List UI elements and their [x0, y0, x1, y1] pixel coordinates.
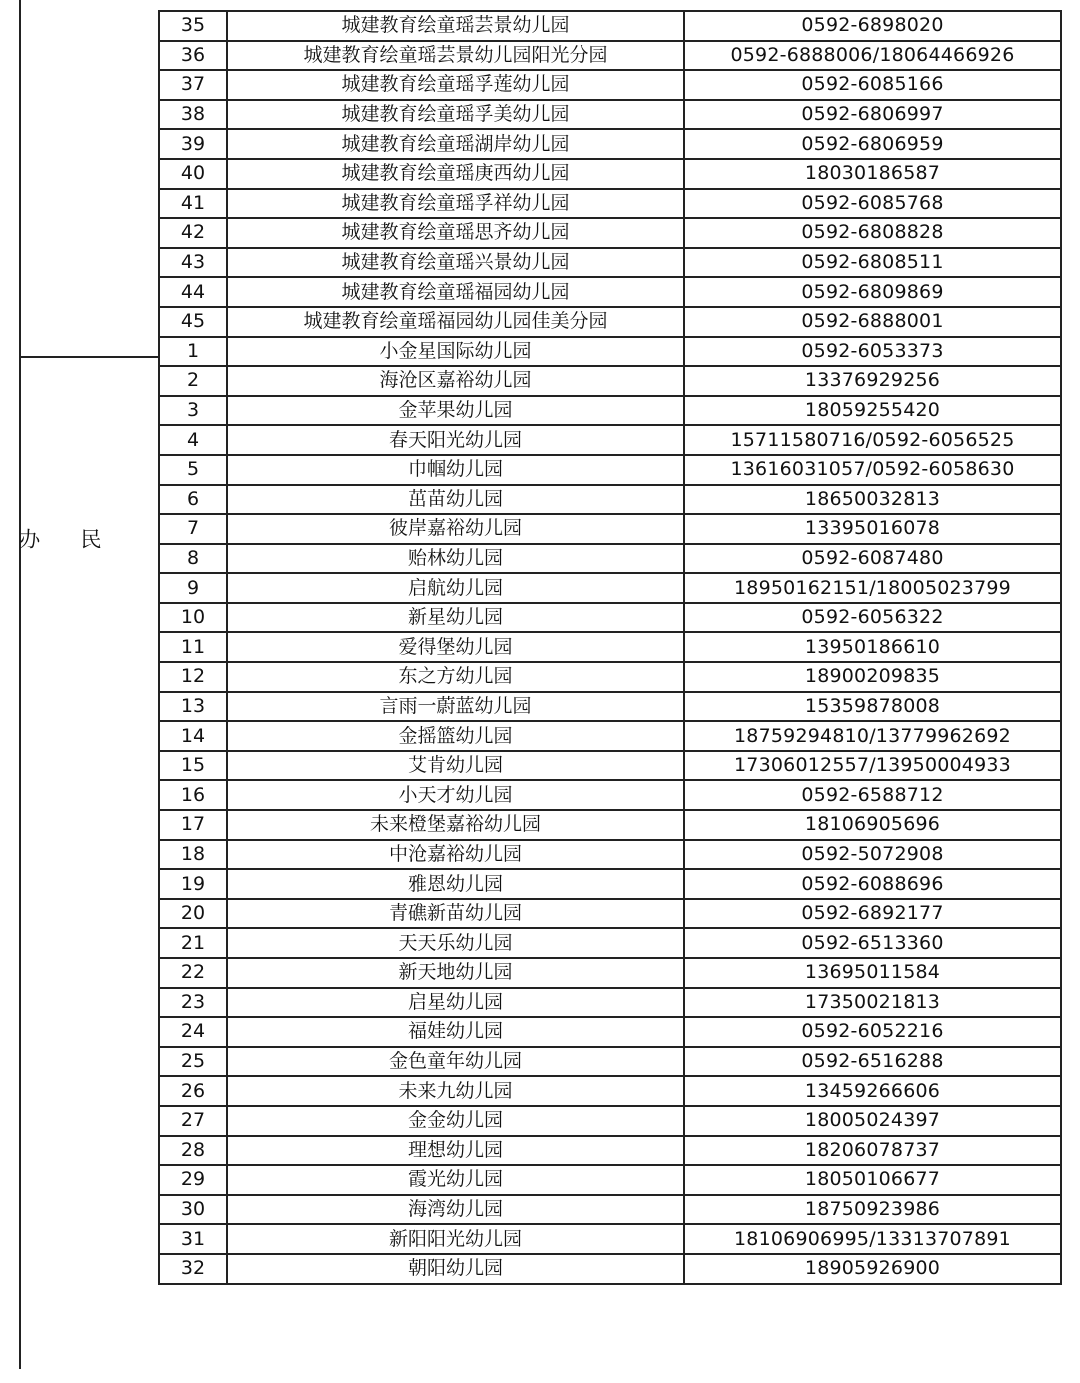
phone-number-cell: 0592-5072908 — [684, 840, 1061, 870]
table-row — [159, 129, 1061, 159]
kindergarten-name-cell: 彼岸嘉裕幼儿园 — [227, 514, 684, 544]
row-number-cell: 29 — [159, 1165, 227, 1195]
row-number-cell: 26 — [159, 1076, 227, 1106]
kindergarten-name-cell: 言雨一蔚蓝幼儿园 — [227, 692, 684, 722]
table-row — [159, 337, 1061, 367]
table-row — [159, 632, 1061, 662]
row-number-cell: 12 — [159, 662, 227, 692]
table-row — [159, 41, 1061, 71]
table-row — [159, 366, 1061, 396]
phone-number-cell: 0592-6513360 — [684, 928, 1061, 958]
row-number-cell: 43 — [159, 248, 227, 278]
kindergarten-name-cell: 天天乐幼儿园 — [227, 928, 684, 958]
phone-number-cell: 13376929256 — [684, 366, 1061, 396]
kindergarten-name-cell: 城建教育绘童瑶思齐幼儿园 — [227, 218, 684, 248]
row-number-cell: 45 — [159, 307, 227, 337]
row-number-cell: 17 — [159, 810, 227, 840]
kindergarten-contact-table — [158, 10, 1062, 1285]
phone-number-cell: 18106905696 — [684, 810, 1061, 840]
row-number-cell: 24 — [159, 1017, 227, 1047]
phone-number-cell: 18206078737 — [684, 1136, 1061, 1166]
row-number-cell: 11 — [159, 632, 227, 662]
phone-number-cell: 0592-6053373 — [684, 337, 1061, 367]
kindergarten-name-cell: 城建教育绘童瑶兴景幼儿园 — [227, 248, 684, 278]
row-number-cell: 9 — [159, 573, 227, 603]
kindergarten-name-cell: 海沧区嘉裕幼儿园 — [227, 366, 684, 396]
row-number-cell: 30 — [159, 1195, 227, 1225]
kindergarten-name-cell: 城建教育绘童瑶芸景幼儿园 — [227, 11, 684, 41]
row-number-cell: 42 — [159, 218, 227, 248]
category-label-char: 办 — [16, 528, 41, 549]
table-row — [159, 751, 1061, 781]
kindergarten-name-cell: 东之方幼儿园 — [227, 662, 684, 692]
table-row — [159, 544, 1061, 574]
row-number-cell: 1 — [159, 337, 227, 367]
kindergarten-name-cell: 理想幼儿园 — [227, 1136, 684, 1166]
kindergarten-name-cell: 金色童年幼儿园 — [227, 1047, 684, 1077]
kindergarten-name-cell: 巾帼幼儿园 — [227, 455, 684, 485]
phone-number-cell: 18650032813 — [684, 485, 1061, 515]
row-number-cell: 32 — [159, 1254, 227, 1284]
table-row — [159, 721, 1061, 751]
table-row — [159, 189, 1061, 219]
row-number-cell: 40 — [159, 159, 227, 189]
row-number-cell: 6 — [159, 485, 227, 515]
row-number-cell: 25 — [159, 1047, 227, 1077]
table-row — [159, 1076, 1061, 1106]
table-row — [159, 1106, 1061, 1136]
row-number-cell: 18 — [159, 840, 227, 870]
phone-number-cell: 0592-6085768 — [684, 189, 1061, 219]
row-number-cell: 10 — [159, 603, 227, 633]
kindergarten-name-cell: 霞光幼儿园 — [227, 1165, 684, 1195]
phone-number-cell: 0592-6809869 — [684, 277, 1061, 307]
phone-number-cell: 0592-6898020 — [684, 11, 1061, 41]
kindergarten-name-cell: 艾肯幼儿园 — [227, 751, 684, 781]
phone-number-cell: 17306012557/13950004933 — [684, 751, 1061, 781]
kindergarten-name-cell: 城建教育绘童瑶孚美幼儿园 — [227, 100, 684, 130]
row-number-cell: 21 — [159, 928, 227, 958]
row-number-cell: 4 — [159, 425, 227, 455]
table-row — [159, 662, 1061, 692]
phone-number-cell: 18900209835 — [684, 662, 1061, 692]
kindergarten-name-cell: 金摇篮幼儿园 — [227, 721, 684, 751]
phone-number-cell: 0592-6806997 — [684, 100, 1061, 130]
kindergarten-name-cell: 小金星国际幼儿园 — [227, 337, 684, 367]
phone-number-cell: 18750923986 — [684, 1195, 1061, 1225]
table-row — [159, 248, 1061, 278]
table-row — [159, 485, 1061, 515]
phone-number-cell: 13950186610 — [684, 632, 1061, 662]
kindergarten-name-cell: 城建教育绘童瑶福园幼儿园 — [227, 277, 684, 307]
row-number-cell: 39 — [159, 129, 227, 159]
row-number-cell: 14 — [159, 721, 227, 751]
kindergarten-name-cell: 小天才幼儿园 — [227, 780, 684, 810]
row-number-cell: 31 — [159, 1224, 227, 1254]
table-row — [159, 869, 1061, 899]
kindergarten-name-cell: 新星幼儿园 — [227, 603, 684, 633]
row-number-cell: 5 — [159, 455, 227, 485]
table-row — [159, 455, 1061, 485]
table-body — [159, 11, 1061, 1284]
kindergarten-name-cell: 金金幼儿园 — [227, 1106, 684, 1136]
phone-number-cell: 0592-6087480 — [684, 544, 1061, 574]
phone-number-cell: 18059255420 — [684, 396, 1061, 426]
row-number-cell: 35 — [159, 11, 227, 41]
row-number-cell: 41 — [159, 189, 227, 219]
kindergarten-name-cell: 城建教育绘童瑶芸景幼儿园阳光分园 — [227, 41, 684, 71]
kindergarten-name-cell: 茁苗幼儿园 — [227, 485, 684, 515]
row-number-cell: 13 — [159, 692, 227, 722]
table-row — [159, 958, 1061, 988]
table-row — [159, 1254, 1061, 1284]
row-number-cell: 37 — [159, 70, 227, 100]
table-row — [159, 603, 1061, 633]
table-row — [159, 425, 1061, 455]
row-number-cell: 36 — [159, 41, 227, 71]
row-number-cell: 28 — [159, 1136, 227, 1166]
table-row — [159, 307, 1061, 337]
table-row — [159, 692, 1061, 722]
kindergarten-name-cell: 启航幼儿园 — [227, 573, 684, 603]
category-label-private-kindergartens — [16, 528, 120, 549]
row-number-cell: 44 — [159, 277, 227, 307]
table-row — [159, 899, 1061, 929]
phone-number-cell: 0592-6806959 — [684, 129, 1061, 159]
table-row — [159, 1047, 1061, 1077]
table-row — [159, 514, 1061, 544]
table-row — [159, 396, 1061, 426]
kindergarten-name-cell: 城建教育绘童瑶湖岸幼儿园 — [227, 129, 684, 159]
row-number-cell: 15 — [159, 751, 227, 781]
table-row — [159, 70, 1061, 100]
phone-number-cell: 0592-6088696 — [684, 869, 1061, 899]
kindergarten-name-cell: 启星幼儿园 — [227, 988, 684, 1018]
phone-number-cell: 18050106677 — [684, 1165, 1061, 1195]
kindergarten-name-cell: 贻林幼儿园 — [227, 544, 684, 574]
kindergarten-name-cell: 未来九幼儿园 — [227, 1076, 684, 1106]
category-column-left-border — [19, 0, 21, 1369]
phone-number-cell: 15711580716/0592-6056525 — [684, 425, 1061, 455]
row-number-cell: 7 — [159, 514, 227, 544]
table-row — [159, 11, 1061, 41]
kindergarten-name-cell: 朝阳幼儿园 — [227, 1254, 684, 1284]
table-row — [159, 277, 1061, 307]
phone-number-cell: 0592-6892177 — [684, 899, 1061, 929]
row-number-cell: 38 — [159, 100, 227, 130]
table-row — [159, 1165, 1061, 1195]
phone-number-cell: 0592-6056322 — [684, 603, 1061, 633]
row-number-cell: 19 — [159, 869, 227, 899]
table-row — [159, 159, 1061, 189]
row-number-cell: 16 — [159, 780, 227, 810]
table-row — [159, 780, 1061, 810]
phone-number-cell: 0592-6588712 — [684, 780, 1061, 810]
table-row — [159, 218, 1061, 248]
table-row — [159, 840, 1061, 870]
table-row — [159, 573, 1061, 603]
table-row — [159, 1017, 1061, 1047]
table-row — [159, 988, 1061, 1018]
table-row — [159, 1224, 1061, 1254]
phone-number-cell: 0592-6888001 — [684, 307, 1061, 337]
phone-number-cell: 0592-6888006/18064466926 — [684, 41, 1061, 71]
row-number-cell: 2 — [159, 366, 227, 396]
phone-number-cell: 18950162151/18005023799 — [684, 573, 1061, 603]
phone-number-cell: 18005024397 — [684, 1106, 1061, 1136]
phone-number-cell: 0592-6808828 — [684, 218, 1061, 248]
table-row — [159, 928, 1061, 958]
row-number-cell: 8 — [159, 544, 227, 574]
kindergarten-name-cell: 新天地幼儿园 — [227, 958, 684, 988]
table-row — [159, 1136, 1061, 1166]
category-section-divider — [19, 356, 159, 358]
table-row — [159, 100, 1061, 130]
phone-number-cell: 15359878008 — [684, 692, 1061, 722]
kindergarten-name-cell: 中沧嘉裕幼儿园 — [227, 840, 684, 870]
row-number-cell: 22 — [159, 958, 227, 988]
row-number-cell: 27 — [159, 1106, 227, 1136]
kindergarten-name-cell: 青礁新苗幼儿园 — [227, 899, 684, 929]
phone-number-cell: 18030186587 — [684, 159, 1061, 189]
kindergarten-name-cell: 春天阳光幼儿园 — [227, 425, 684, 455]
kindergarten-name-cell: 海湾幼儿园 — [227, 1195, 684, 1225]
category-label-char: 民 — [78, 528, 102, 549]
phone-number-cell: 0592-6808511 — [684, 248, 1061, 278]
table-row — [159, 1195, 1061, 1225]
phone-number-cell: 18759294810/13779962692 — [684, 721, 1061, 751]
kindergarten-name-cell: 城建教育绘童瑶福园幼儿园佳美分园 — [227, 307, 684, 337]
phone-number-cell: 13395016078 — [684, 514, 1061, 544]
kindergarten-name-cell: 金苹果幼儿园 — [227, 396, 684, 426]
kindergarten-name-cell: 未来橙堡嘉裕幼儿园 — [227, 810, 684, 840]
phone-number-cell: 13695011584 — [684, 958, 1061, 988]
kindergarten-name-cell: 新阳阳光幼儿园 — [227, 1224, 684, 1254]
phone-number-cell: 13616031057/0592-6058630 — [684, 455, 1061, 485]
row-number-cell: 20 — [159, 899, 227, 929]
phone-number-cell: 17350021813 — [684, 988, 1061, 1018]
kindergarten-name-cell: 城建教育绘童瑶孚莲幼儿园 — [227, 70, 684, 100]
kindergarten-name-cell: 城建教育绘童瑶庚西幼儿园 — [227, 159, 684, 189]
phone-number-cell: 18106906995/13313707891 — [684, 1224, 1061, 1254]
phone-number-cell: 0592-6516288 — [684, 1047, 1061, 1077]
row-number-cell: 3 — [159, 396, 227, 426]
table-row — [159, 810, 1061, 840]
row-number-cell: 23 — [159, 988, 227, 1018]
kindergarten-name-cell: 福娃幼儿园 — [227, 1017, 684, 1047]
phone-number-cell: 18905926900 — [684, 1254, 1061, 1284]
phone-number-cell: 0592-6052216 — [684, 1017, 1061, 1047]
kindergarten-name-cell: 城建教育绘童瑶孚祥幼儿园 — [227, 189, 684, 219]
phone-number-cell: 0592-6085166 — [684, 70, 1061, 100]
kindergarten-name-cell: 爱得堡幼儿园 — [227, 632, 684, 662]
phone-number-cell: 13459266606 — [684, 1076, 1061, 1106]
kindergarten-name-cell: 雅恩幼儿园 — [227, 869, 684, 899]
